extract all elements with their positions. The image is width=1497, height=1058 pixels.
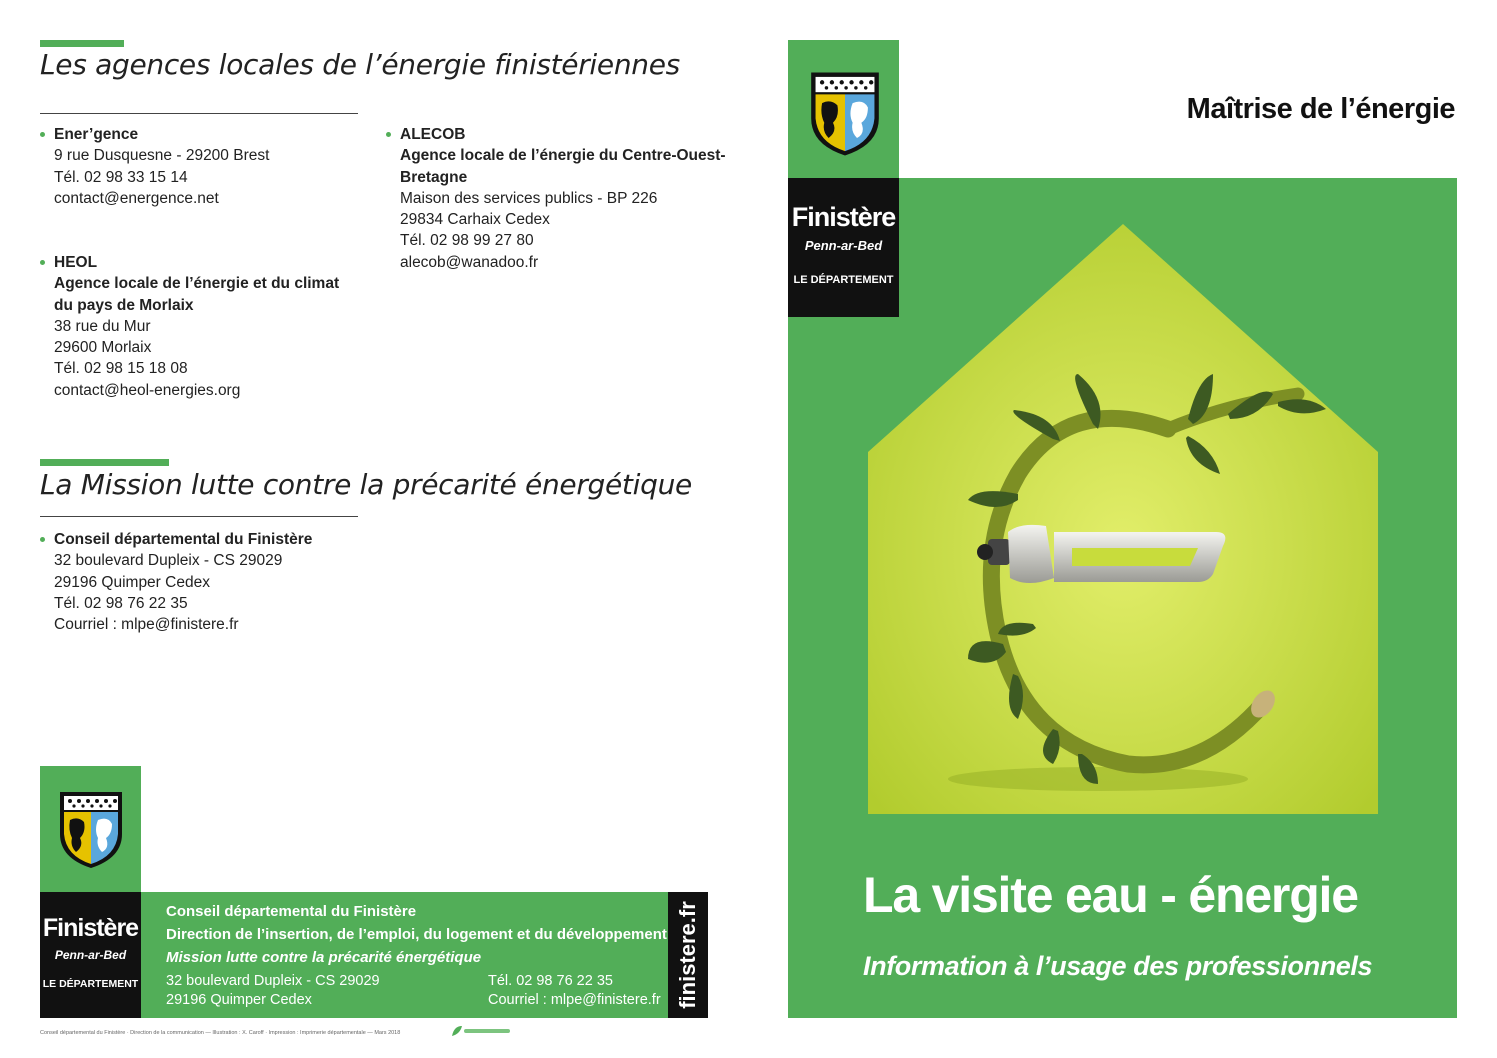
band-line-2: Direction de l’insertion, de l’emploi, du logement et du développement (166, 926, 667, 943)
brand-subtitle: Penn-ar-Bed (54, 948, 127, 962)
band-line-3: Mission lutte contre la précarité énergétique (166, 949, 482, 966)
contact-phone: Tél. 02 98 33 15 14 (54, 168, 188, 186)
bullet-dot (40, 132, 45, 137)
brand-name: Finistère (42, 914, 139, 942)
mission-section-title: La Mission lutte contre la précarité énergétique (40, 468, 692, 501)
contact-phone: Tél. 02 98 99 27 80 (400, 232, 534, 250)
brand-panel-left (40, 892, 141, 1018)
contact-line: Maison des services publics - BP 226 (400, 189, 658, 207)
contact-line: 29196 Quimper Cedex (54, 573, 210, 591)
band-phone: Tél. 02 98 76 22 35 (488, 973, 613, 989)
footer-contact-band (141, 892, 668, 1018)
band-email[interactable]: Courriel : mlpe@finistere.fr (488, 992, 661, 1008)
contact-name: Ener’gence (54, 126, 139, 143)
house-shape (868, 224, 1378, 814)
contact-line: 29834 Carhaix Cedex (400, 211, 550, 229)
divider-agencies (40, 113, 358, 114)
band-address-2: 29196 Quimper Cedex (166, 992, 312, 1008)
website-strip (668, 892, 708, 1018)
contact-email[interactable]: contact@heol-energies.org (54, 381, 241, 399)
bulb-euro-illustration (868, 224, 1378, 814)
imprim-vert-logo (450, 1024, 514, 1038)
bulb-icon (977, 525, 1225, 583)
contact-line: Bretagne (400, 168, 468, 186)
contact-energence (54, 124, 269, 209)
contact-email[interactable]: Courriel : mlpe@finistere.fr (54, 616, 239, 634)
band-address-1: 32 boulevard Dupleix - CS 29029 (166, 973, 380, 989)
contact-name: ALECOB (400, 126, 466, 143)
brand-subtitle: Penn-ar-Bed (804, 238, 883, 253)
agencies-section-title: Les agences locales de l’énergie finistériennes (40, 48, 680, 81)
bullet-dot (386, 132, 391, 137)
contact-line: 9 rue Dusquesne - 29200 Brest (54, 147, 270, 165)
divider-mission (40, 516, 358, 517)
brand-department: LE DÉPARTEMENT (793, 274, 894, 286)
accent-bar-agencies (40, 40, 124, 47)
cover-title: La visite eau - énergie (863, 867, 1358, 923)
crest-icon (809, 70, 881, 158)
contact-name: HEOL (54, 254, 98, 271)
accent-bar-mission (40, 459, 169, 466)
brand-name: Finistère (791, 202, 896, 232)
contact-line: 29600 Morlaix (54, 339, 152, 357)
contact-email[interactable]: alecob@wanadoo.fr (400, 253, 539, 271)
website-link[interactable]: finistere.fr (675, 901, 700, 1009)
contact-heol (54, 252, 339, 401)
contact-alecob (400, 124, 726, 273)
crest-icon (58, 790, 124, 870)
credits-line: Conseil départemental du Finistère · Direction de la communication — Illustration : X. Caroff · Impression : Imprimerie départementale — Mars 2018 (40, 1030, 401, 1036)
contact-name: Conseil départemental du Finistère (54, 531, 313, 548)
cover-top-title: Maîtrise de l’énergie (1186, 93, 1455, 125)
contact-line: Agence locale de l’énergie et du climat (54, 275, 340, 293)
bullet-dot (40, 537, 45, 542)
contact-line: 38 rue du Mur (54, 317, 151, 335)
contact-phone: Tél. 02 98 15 18 08 (54, 360, 188, 378)
cover-subtitle: Information à l’usage des professionnels (863, 951, 1373, 981)
bullet-dot (40, 260, 45, 265)
contact-conseil (54, 529, 312, 635)
contact-email[interactable]: contact@energence.net (54, 189, 219, 207)
brand-department: LE DÉPARTEMENT (42, 978, 139, 990)
contact-line: Agence locale de l’énergie du Centre-Ouest- (400, 147, 726, 165)
contact-line: du pays de Morlaix (54, 296, 194, 314)
band-line-1: Conseil départemental du Finistère (166, 903, 417, 920)
contact-phone: Tél. 02 98 76 22 35 (54, 594, 188, 612)
contact-line: 32 boulevard Dupleix - CS 29029 (54, 552, 283, 570)
